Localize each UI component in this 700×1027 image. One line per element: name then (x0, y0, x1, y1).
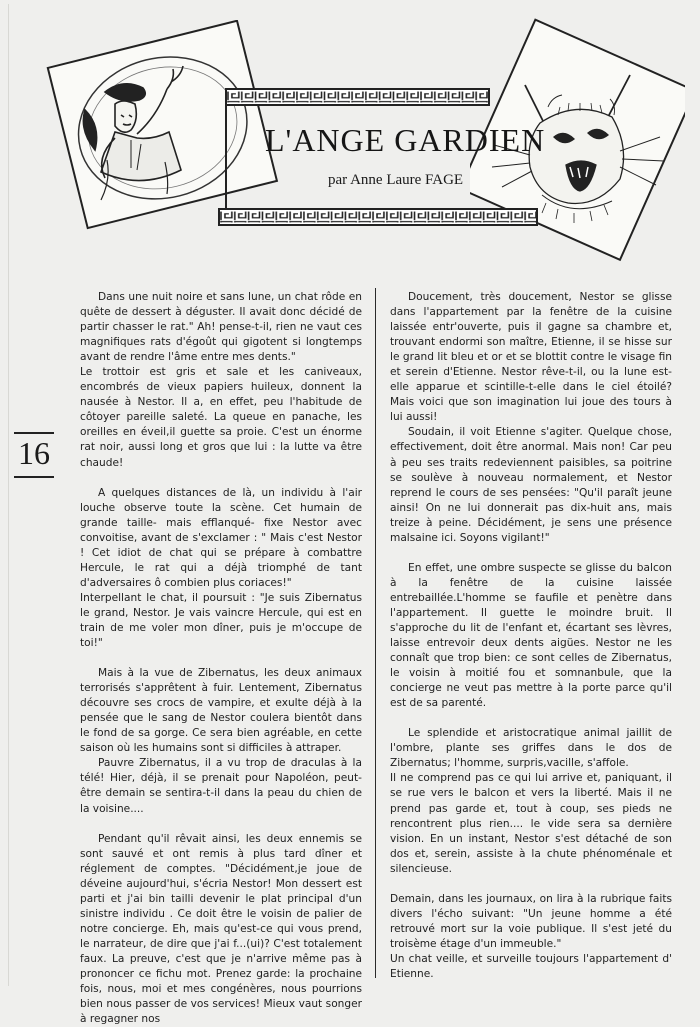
column-divider (375, 288, 376, 978)
article-header (0, 0, 700, 300)
paragraph: A quelques distances de là, un individu à l'air louche observe toute la scène. Cet humain de grande taille- mais efflanqué- fixe Nestor avec convoitise, avant de s'exclamer : " Mais c'est Nestor ! Cet idiot de chat qui se prépare à combattre Hercule, le rat qui a déjà triomphé de tant d'adversaires ô combien plus coriaces!" (80, 486, 362, 589)
article-title: L'ANGE GARDIEN (265, 122, 546, 158)
page-number-rule-top (14, 432, 54, 434)
paragraph: Mais à la vue de Zibernatus, les deux animaux terrorisés s'apprêtent à fuir. Lentement, Zibernatus découvre ses crocs de vampire, et exulte déjà à la pensée que le sang de Nestor coulera bientôt dans le fond de sa gorge. Ce sera bien agréable, en cette saison où les humains sont si difficiles à attraper. (80, 667, 362, 755)
paragraph: Un chat veille, et surveille toujours l'appartement d' Etienne. (390, 952, 672, 980)
page-number-box (14, 432, 54, 482)
paragraph: En effet, une ombre suspecte se glisse du balcon à la fenêtre de la cuisine laissée entrebaillée.L'homme se faufile et penètre dans l'appartement. Il guette le moindre bruit. Il s'approche du lit de l'enfant et, écartant ses lèvres, laisse entrevoir deux dents aigües. Nestor ne les connaît que trop bien: ce sont celles de Zibernatus, le voisin à moitié fou et somnanbule, que la concierge ne veut pas mettre à la porte parce qu'il est de sa parenté. (390, 561, 672, 710)
greek-key-border-bottom (218, 208, 538, 226)
article-byline: par Anne Laure FAGE (328, 172, 464, 188)
paragraph: Pauvre Zibernatus, il a vu trop de draculas à la télé! Hier, déjà, il se prenait pour Napoléon, peut-être demain se sentira-t-il dans la peau du chien de la voisine.... (80, 757, 362, 815)
paragraph: Dans une nuit noire et sans lune, un chat rôde en quête de dessert à déguster. Il avait donc décidé de partir chasser le rat." Ah! pense-t-il, rien ne vaut ces magnifiques rats d'égoût qui gigotent si longtemps avant de rendre l'âme entre mes dents." (80, 291, 362, 364)
paragraph: Doucement, très doucement, Nestor se glisse dans l'appartement par la fenêtre de la cuisine laissée entr'ouverte, puis il gagne sa chambre et, trouvant endormi son maître, Etienne, il se hisse sur le grand lit bleu et or et se blottit contre le visage fin et serein d'Etienne. Nestor rêve-t-il, ou la lune est-elle apparue et scintille-t-elle dans le ciel étoilé? Mais voici que son imagination lui joue des tours à lui aussi! (390, 291, 672, 424)
paragraph: Demain, dans les journaux, on lira à la rubrique faits divers l'écho suivant: "Un jeune homme a été retrouvé mort sur la voie publique. Il s'est jeté du troisème étage d'un immeuble." (390, 892, 672, 950)
right-column (390, 290, 672, 982)
page-number-rule-bottom (14, 476, 54, 478)
paragraph: Pendant qu'il rêvait ainsi, les deux ennemis se sont sauvé et ont remis à plus tard dîner et réglement de comptes. "Décidément,je joue de déveine aujourd'hui, s'écria Nestor! Mon dessert est parti et j'ai bin tailli devenir le plat principal d'un sinistre individu . Ce doit être le voisin de palier de notre concierge. Eh, mais qu'est-ce qui vous prend, le narrateur, de dire que j'ai f...(ui)? C'est totalement faux. La preuve, c'est que je n'arrive même pas à prononcer ce fichu mot. Prenez garde: la prochaine fois, nous, moi et mes congénères, nous pourrions bien nous passer de vos services! Mieux vaut songer à regagner nos (80, 832, 362, 1026)
man-throwing-boomerang-illustration (45, 20, 280, 230)
left-column (80, 290, 362, 1027)
paragraph: Il ne comprend pas ce qui lui arrive et, paniquant, il se rue vers le balcon et vers la liberté. Mais il ne prend pas garde et, tout à coup, ses pieds ne rencontrent plus rien.... le vide sera sa dernière vision. En un instant, Nestor s'est détaché de son dos et, serein, assiste à la chute phénoménale et silencieuse. (390, 772, 672, 875)
paragraph: Interpellant le chat, il poursuit : "Je suis Zibernatus le grand, Nestor. Je vais vaincre Hercule, qui est en train de me voler mon dîner, puis je m'occupe de toi!" (80, 591, 362, 650)
frame-left-rule (225, 104, 227, 208)
paragraph: Soudain, il voit Etienne s'agiter. Quelque chose, effectivement, doit être anormal. Mais non! Car peu à peu ses traits redeviennent paisibles, sa poitrine se soulève à nouveau normalement, et Nestor reprend le cours de ses pensées: "Qu'il paraît jeune ainsi! On ne lui donnerait pas dix-huit ans, mais treize à peine. Décidément, je sens une présence malsaine ici. Soyons vigilant!" (390, 426, 672, 544)
paragraph: Le splendide et aristocratique animal jaillit de l'ombre, plante ses griffes dans le dos de Zibernatus; l'homme, surpris,vacille, s'affole. (390, 727, 672, 770)
paragraph: Le trottoir est gris et sale et les caniveaux, encombrés de vieux papiers huileux, donnent la nausée à Nestor. Il a, en effet, peu l'habitude de côtoyer pareille saleté. La queue en panache, les oreilles en éveil,il guette sa proie. C'est un énorme rat noir, aussi long et gros que lui : la lutte va être chaude! (80, 366, 362, 469)
page-number: 16 (18, 435, 50, 471)
greek-key-border-top (225, 88, 490, 106)
